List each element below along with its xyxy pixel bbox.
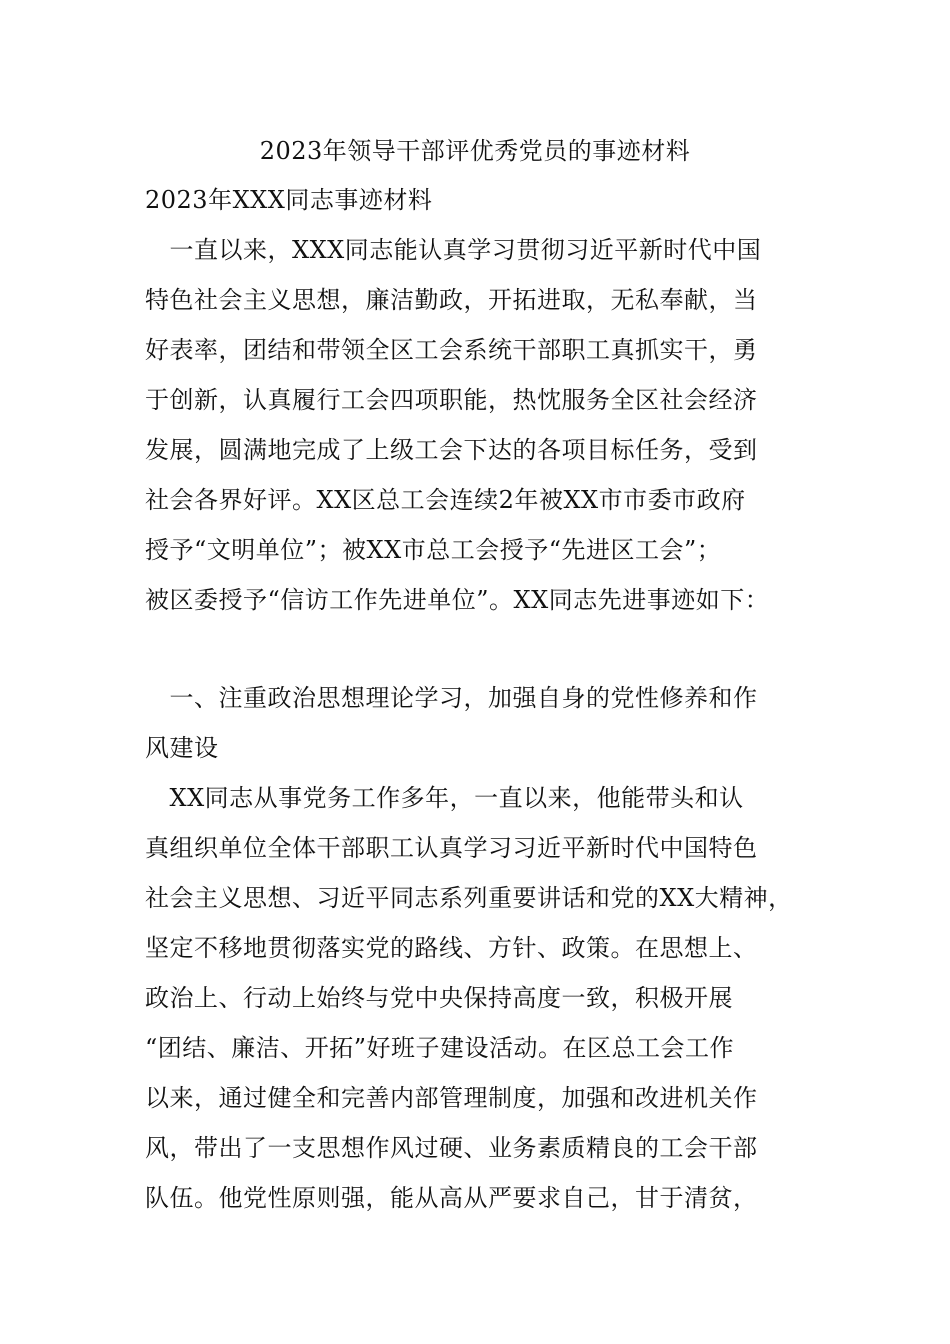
paragraph-2-line-6: “团结、廉洁、开拓”好班子建设活动。在区总工会工作 [145, 1034, 735, 1062]
paragraph-1-line-8: 被区委授予“信访工作先进单位”。XX同志先进事迹如下： [145, 586, 770, 614]
paragraph-2-line-9: 队伍。他党性原则强，能从高从严要求自己，甘于清贫， [145, 1184, 758, 1212]
paragraph-1-line-4: 于创新，认真履行工会四项职能，热忱服务全区社会经济 [145, 386, 758, 414]
paragraph-2-line-4: 坚定不移地贯彻落实党的路线、方针、政策。在思想上、 [145, 934, 758, 962]
paragraph-2-line-1: XX同志从事党务工作多年，一直以来，他能带头和认 [145, 784, 744, 812]
paragraph-1-line-3: 好表率，团结和带领全区工会系统干部职工真抓实干，勇 [145, 336, 758, 364]
paragraph-2-line-2: 真组织单位全体干部职工认真学习习近平新时代中国特色 [145, 834, 758, 862]
paragraph-1-line-6: 社会各界好评。XX区总工会连续2年被XX市市委市政府 [145, 486, 746, 514]
paragraph-2-line-7: 以来，通过健全和完善内部管理制度，加强和改进机关作 [145, 1084, 758, 1112]
paragraph-1-line-7: 授予“文明单位”；被XX市总工会授予“先进区工会”； [145, 536, 722, 564]
paragraph-2-line-5: 政治上、行动上始终与党中央保持高度一致，积极开展 [145, 984, 733, 1012]
document-title: 2023年领导干部评优秀党员的事迹材料 [259, 137, 691, 165]
section-heading-1-line-1: 一、注重政治思想理论学习，加强自身的党性修养和作 [145, 684, 758, 712]
paragraph-1-line-5: 发展，圆满地完成了上级工会下达的各项目标任务，受到 [145, 436, 758, 464]
paragraph-1-line-1: 一直以来，XXX同志能认真学习贯彻习近平新时代中国 [145, 236, 762, 264]
paragraph-1-line-2: 特色社会主义思想，廉洁勤政，开拓进取，无私奉献，当 [145, 286, 758, 314]
paragraph-2-line-8: 风，带出了一支思想作风过硬、业务素质精良的工会干部 [145, 1134, 758, 1162]
section-heading-1-line-2: 风建设 [145, 734, 219, 762]
document-subtitle: 2023年XXX同志事迹材料 [145, 186, 433, 214]
paragraph-2-line-3: 社会主义思想、习近平同志系列重要讲话和党的XX大精神， [145, 884, 793, 912]
